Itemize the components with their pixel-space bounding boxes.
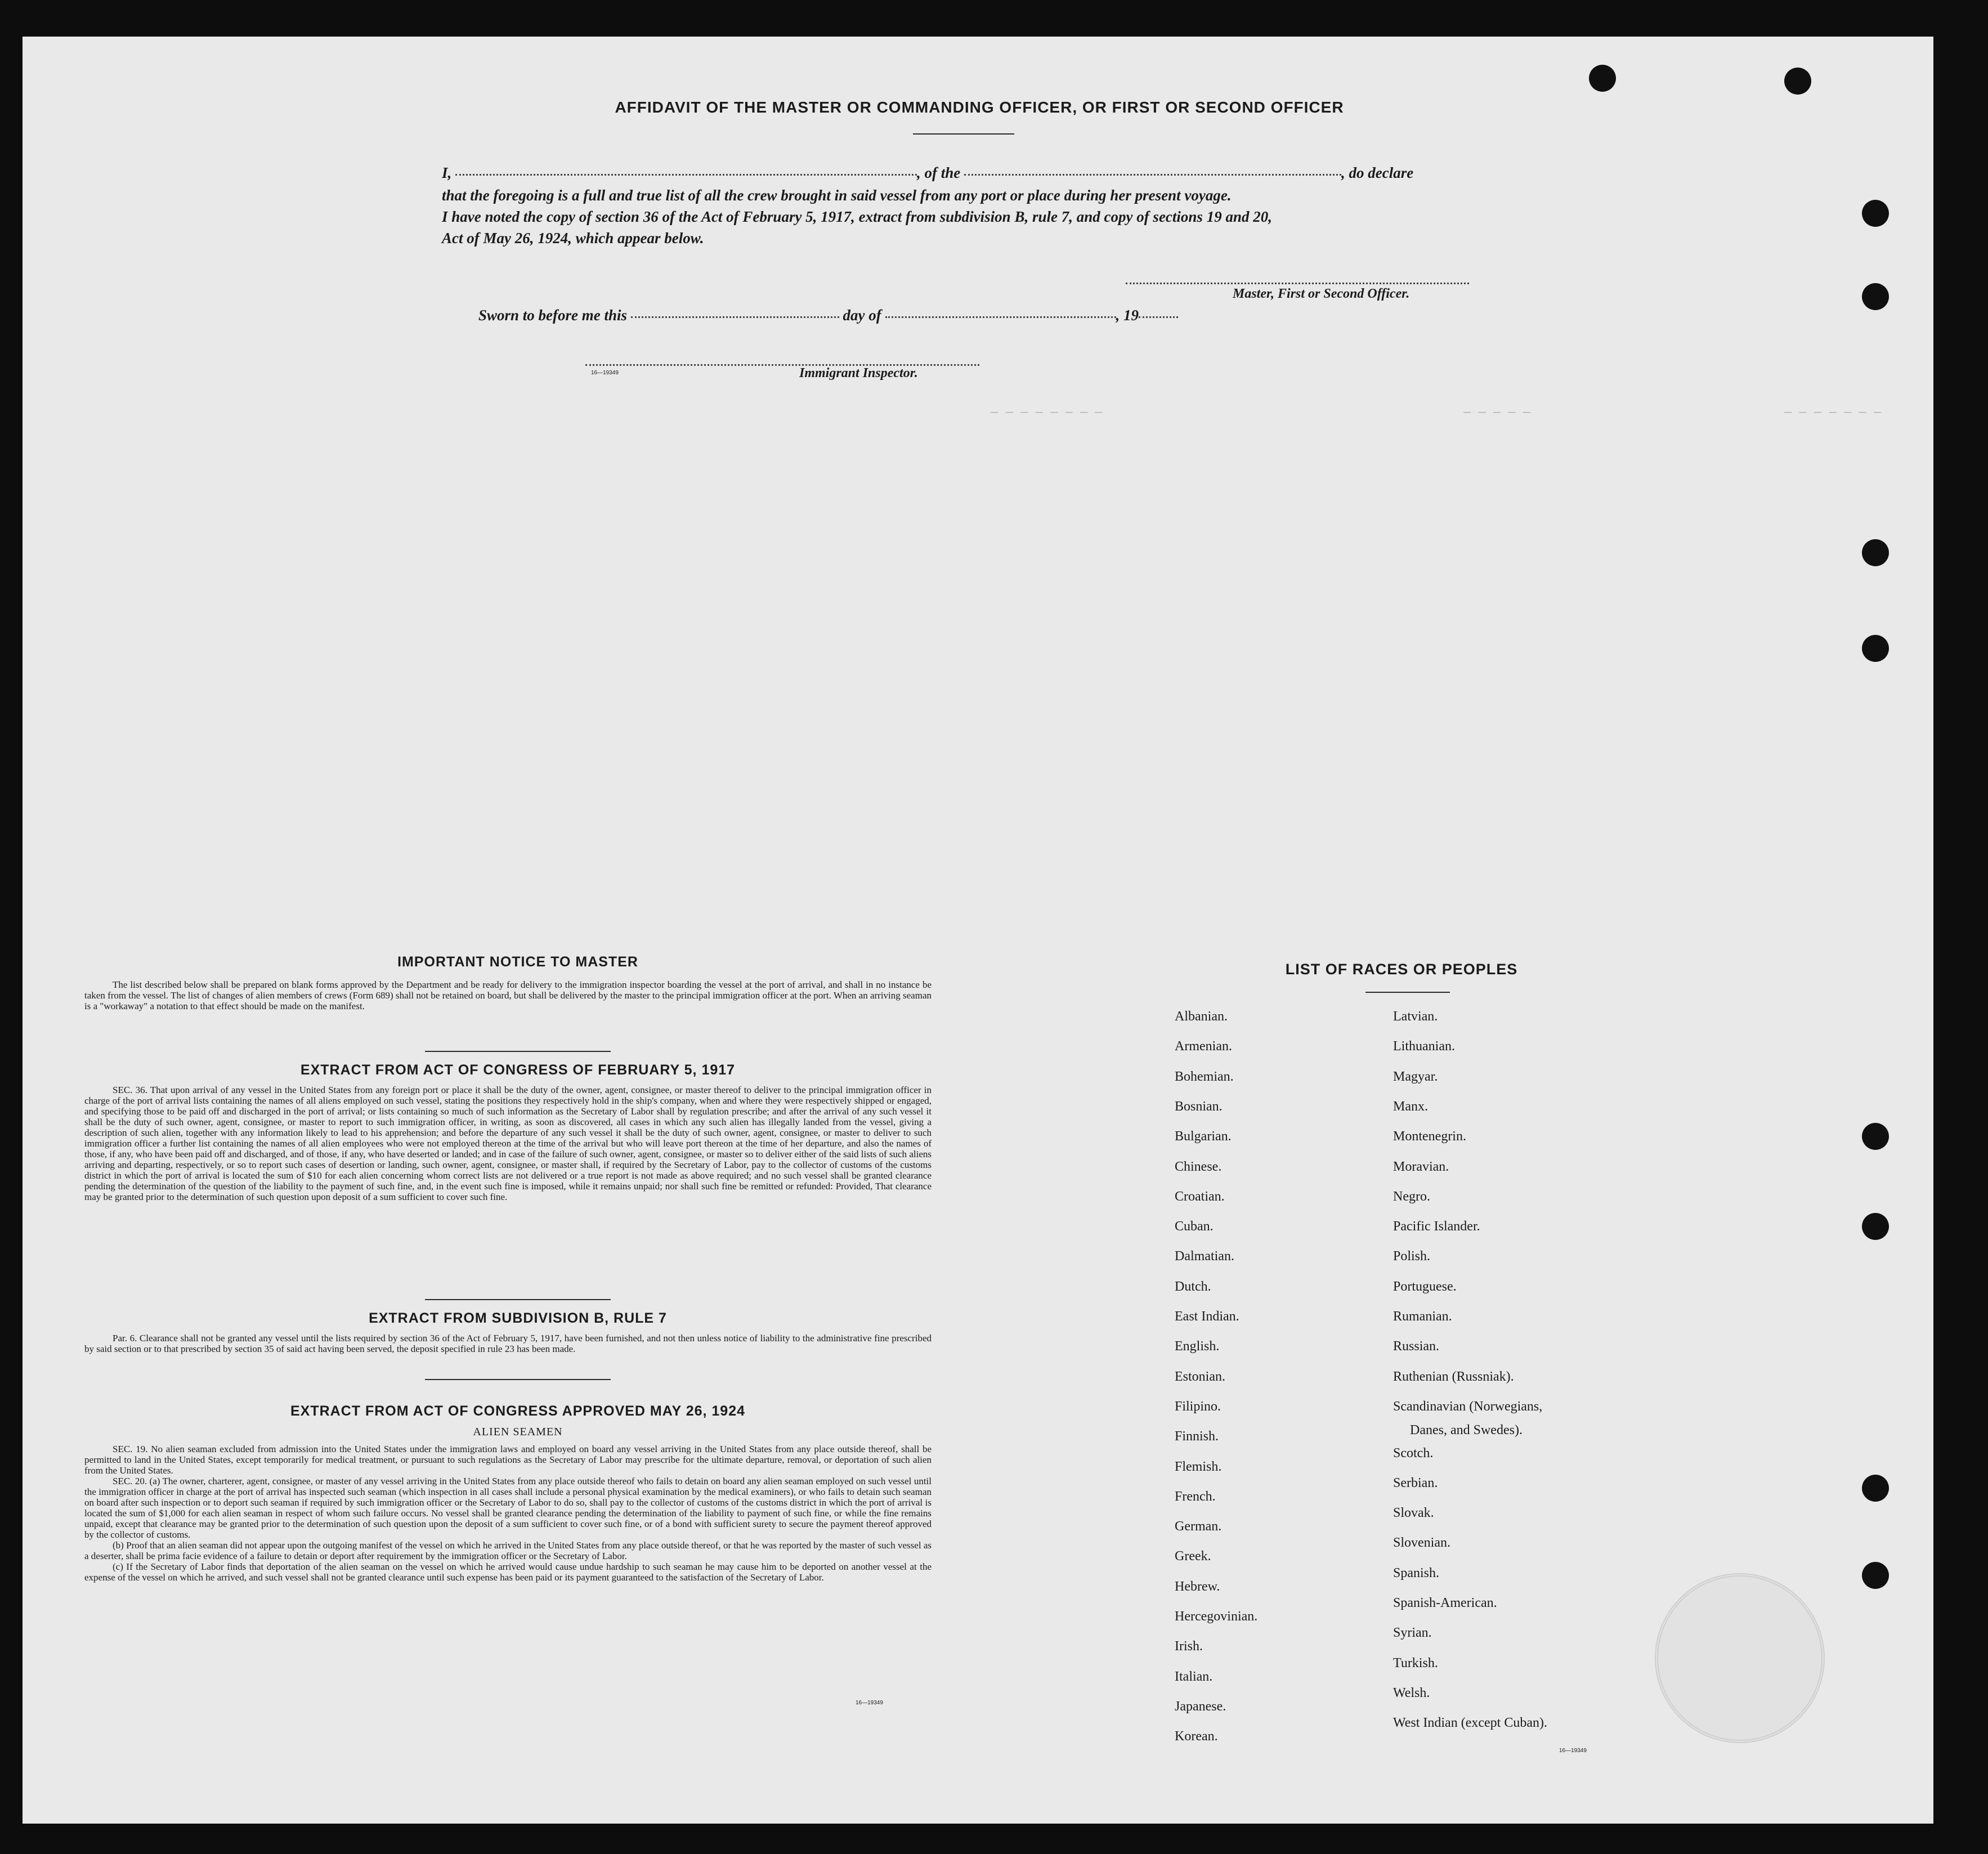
punch-hole [1862,539,1889,566]
race-item: Dalmatian. [1175,1249,1234,1264]
race-item: Syrian. [1393,1625,1432,1640]
race-item: Manx. [1393,1099,1428,1114]
race-item: Welsh. [1393,1686,1430,1700]
race-item: Albanian. [1175,1009,1228,1024]
race-item: Polish. [1393,1249,1431,1264]
notice-title: IMPORTANT NOTICE TO MASTER [397,954,638,970]
race-item: French. [1175,1489,1216,1504]
race-item: Finnish. [1175,1429,1219,1444]
vessel-blank [964,174,1341,176]
race-item: Negro. [1393,1189,1430,1204]
section-rule [425,1299,611,1300]
par-6-paragraph: Par. 6. Clearance shall not be granted any vessel until the lists required by section 36 of the Act of February 5, 1917, have been furnished, and not then unless notice of liability to the administrative fine prescribed by said section or to that prescribed by section 35 of said act having been served, the deposit specified in rule 23 has been made. [84,1333,932,1354]
extract-1917-body [84,1085,932,1202]
scandinavian-continuation: Danes, and Swedes). [1410,1423,1523,1437]
punch-hole [1589,65,1616,92]
race-item: Bosnian. [1175,1099,1223,1114]
race-item: Scandinavian (Norwegians, [1393,1399,1543,1414]
race-item: Irish. [1175,1639,1203,1654]
races-rule [1365,992,1450,993]
section-rule [425,1051,611,1052]
punch-hole [1862,635,1889,662]
punch-hole [1862,1562,1889,1589]
punch-hole [1862,1213,1889,1240]
punch-hole [1784,68,1811,95]
bleed-through-marks: — — — — — — — — [991,405,1103,419]
race-item: Estonian. [1175,1369,1225,1384]
sec-20a-paragraph: SEC. 20. (a) The owner, charterer, agent, consignee, or master of any vessel arriving in the United States from any place outside thereof who fails to detain on board any alien seaman employed on such vessel until the immigration officer in charge at the port of arrival has inspected such seaman (which inspection in all cases shall include a personal physical examination by the medical examiners), or who fails to detain such seaman on board after such inspection or to deport such seaman if required by such immigration officer or the Secretary of Labor to do so, shall pay to the collector of customs of the customs district in which the port of arrival is located the sum of $1,000 for each alien seaman in respect of whom such failure occurs. No vessel shall be granted clearance pending the determination of the liability to payment of such fine, or while the fine remains unpaid, except that clearance may be granted prior to the determination of such question upon the deposit of a sum sufficient to cover such fine, or of a bond with sufficient surety to secure the payment thereof approved by the collector of customs. [84,1476,932,1540]
sec-36-paragraph: SEC. 36. That upon arrival of any vessel in the United States from any foreign port or place it shall be the duty of the owner, agent, consignee, or master thereof to deliver to the principal immigration officer in charge of the port of arrival lists containing the names of all aliens employed on such vessel, stating the positions they respectively hold in the ship's company, when and where they were respectively shipped or engaged, and specifying those to be paid off and discharged in the port of arrival; or lists containing so much of such information as the Secretary of Labor shall by regulation prescribe; and after the arrival of any such vessel it shall be the duty of such owner, agent, consignee, or master to report to such immigration officer, in writing, as soon as discovered, all cases in which any such alien has illegally landed from the vessel, giving a description of such alien, together with any information likely to lead to his apprehension; and before the departure of any such vessel it shall be the duty of such owner, agent, consignee, or master to deliver to such immigration officer a further list containing the names of all alien employees who were not employed thereon at the time of the arrival but who will leave port thereon at the time of her departure, and also the names of those, if any, who have been paid off and discharged, and of those, if any, who have deserted or landed; and in case of the failure of such owner, agent, consignee, or master so to deliver either of the said lists of such aliens arriving and departing, respectively, or so to report such cases of desertion or landing, such owner, agent, consignee, or master shall, if required by the Secretary of Labor, pay to the collector of customs of the customs district in which the port of arrival is located the sum of $10 for each alien concerning whom correct lists are not delivered or a true report is not made as above required; and no such vessel shall be granted clearance pending the determination of the question of the liability to the payment of such fine, and, in the event such fine is imposed, while it remains unpaid; nor shall such fine be remitted or refunded: Provided, That clearance may be granted prior to the determination of such question upon deposit of a sum sufficient to cover such fine. [84,1085,932,1202]
punch-hole [1862,1475,1889,1502]
name-blank [455,174,917,176]
race-item: Moravian. [1393,1159,1449,1174]
race-item: Slovenian. [1393,1535,1450,1550]
race-item: Pacific Islander. [1393,1219,1480,1234]
race-item: Bohemian. [1175,1069,1234,1084]
extract-1924-title: EXTRACT FROM ACT OF CONGRESS APPROVED MAY 26, 1924 [290,1403,746,1419]
race-item: Slovak. [1393,1506,1434,1520]
affidavit-declaration-line [442,162,1413,184]
day-of-label: day of [843,307,881,324]
race-item: Cuban. [1175,1219,1214,1234]
race-item: Japanese. [1175,1699,1226,1714]
declare-label: , do declare [1341,164,1414,181]
race-item: Korean. [1175,1729,1218,1744]
race-item: Russian. [1393,1339,1440,1354]
year-label: , 19 [1116,307,1139,324]
extract-rule7-body [84,1333,932,1354]
extract-form-number: 16—19349 [856,1700,883,1706]
document-page [23,37,1933,1824]
race-item: Bulgarian. [1175,1129,1232,1144]
inspector-label: Immigrant Inspector. [799,366,918,380]
affidavit-line-3: I have noted the copy of section 36 of the Act of February 5, 1917, extract from subdivision B, rule 7, and copy of sections 19 and 20, [442,208,1272,225]
race-item: Hebrew. [1175,1579,1220,1594]
bleed-through-marks: — — — — — [1463,405,1531,419]
extract-rule7-title: EXTRACT FROM SUBDIVISION B, RULE 7 [369,1310,667,1326]
race-item: Magyar. [1393,1069,1438,1084]
master-label: Master, First or Second Officer. [1233,286,1410,301]
race-item: East Indian. [1175,1309,1239,1324]
extract-1917-title: EXTRACT FROM ACT OF CONGRESS OF FEBRUARY 5, 1917 [300,1062,736,1078]
sworn-year-blank [1139,316,1178,318]
race-item: Italian. [1175,1669,1213,1684]
punch-hole [1862,200,1889,227]
race-item: Lithuanian. [1393,1039,1455,1054]
race-item: Rumanian. [1393,1309,1452,1324]
race-item: Spanish-American. [1393,1596,1497,1610]
race-item: Hercegovinian. [1175,1609,1258,1624]
alien-seamen-subtitle: ALIEN SEAMEN [473,1426,563,1438]
race-item: Armenian. [1175,1039,1232,1054]
race-item: Croatian. [1175,1189,1225,1204]
race-item: German. [1175,1519,1222,1534]
sworn-label: Sworn to before me this [478,307,628,324]
notice-paragraph: The list described below shall be prepared on blank forms approved by the Department and be ready for delivery to the immigration inspector boarding the vessel at the port of arrival, and shall in no instance be taken from the vessel. The list of changes of alien members of crews (Form 689) shall not be retained on board, but shall be delivered by the master to the principal immigration officer at the port. When an arriving seaman is a "workaway" a notation to that effect should be made on the manifest. [84,979,932,1011]
race-item: Latvian. [1393,1009,1438,1024]
punch-hole [1862,1123,1889,1150]
inspector-signature-line [585,364,979,366]
sworn-month-blank [885,316,1116,318]
title-rule [913,133,1014,135]
sec-19-paragraph: SEC. 19. No alien seaman excluded from admission into the United States under the immigration laws and employed on board any vessel arriving in the United States from any place outside thereof, shall be permitted to land in the United States, except temporarily for medical treatment, or pursuant to such regulations as the Secretary of Labor may prescribe for the ultimate departure, removal, or deportation of such alien from the United States. [84,1444,932,1476]
race-item: Dutch. [1175,1279,1211,1294]
extract-1924-body [84,1444,932,1583]
race-item: Filipino. [1175,1399,1221,1414]
race-item: West Indian (except Cuban). [1393,1716,1547,1730]
race-item: Scotch. [1393,1446,1434,1461]
of-the-label: , of the [917,164,961,181]
race-item: Montenegrin. [1393,1129,1466,1144]
race-item: Portuguese. [1393,1279,1457,1294]
race-item: Turkish. [1393,1656,1438,1671]
sec-20c-paragraph: (c) If the Secretary of Labor finds that deportation of the alien seaman on the vessel on which he arrived would cause undue hardship to such seaman he may cause him to be deported on another vessel at the expense of the vessel on which he arrived, and such vessel shall not be granted clearance until such expense has been paid or its payment guaranteed to the satisfaction of the Secretary of Labor. [84,1561,932,1583]
affidavit-form-number: 16—19349 [591,370,619,376]
affidavit-line-4: Act of May 26, 1924, which appear below. [442,230,704,247]
affidavit-line-2: that the foregoing is a full and true list of all the crew brought in said vessel from any port or place during her present voyage. [442,187,1232,204]
race-item: English. [1175,1339,1220,1354]
race-item: Spanish. [1393,1566,1440,1580]
bleed-through-marks: — — — — — — — [1784,405,1882,419]
notice-body [84,979,932,1011]
affidavit-i-label: I, [442,164,452,181]
punch-hole [1862,283,1889,310]
race-item: Chinese. [1175,1159,1222,1174]
race-item: Ruthenian (Russniak). [1393,1369,1514,1384]
section-rule [425,1379,611,1380]
sec-20b-paragraph: (b) Proof that an alien seaman did not appear upon the outgoing manifest of the vessel on which he arrived in the United States from any place outside thereof, or that he was reported by the master of such vessel as a deserter, shall be prima facie evidence of a failure to detain or deport after requirement by the immigration officer or the Secretary of Labor. [84,1540,932,1561]
races-title: LIST OF RACES OR PEOPLES [1285,961,1518,978]
race-item: Greek. [1175,1549,1211,1564]
sworn-line [478,304,1178,326]
race-item: Serbian. [1393,1476,1438,1490]
race-item: Flemish. [1175,1459,1222,1474]
races-form-number: 16—19349 [1559,1748,1587,1754]
affidavit-title: AFFIDAVIT OF THE MASTER OR COMMANDING OFFICER, OR FIRST OR SECOND OFFICER [615,98,1344,116]
sworn-day-blank [631,316,839,318]
embossed-seal [1655,1573,1825,1743]
